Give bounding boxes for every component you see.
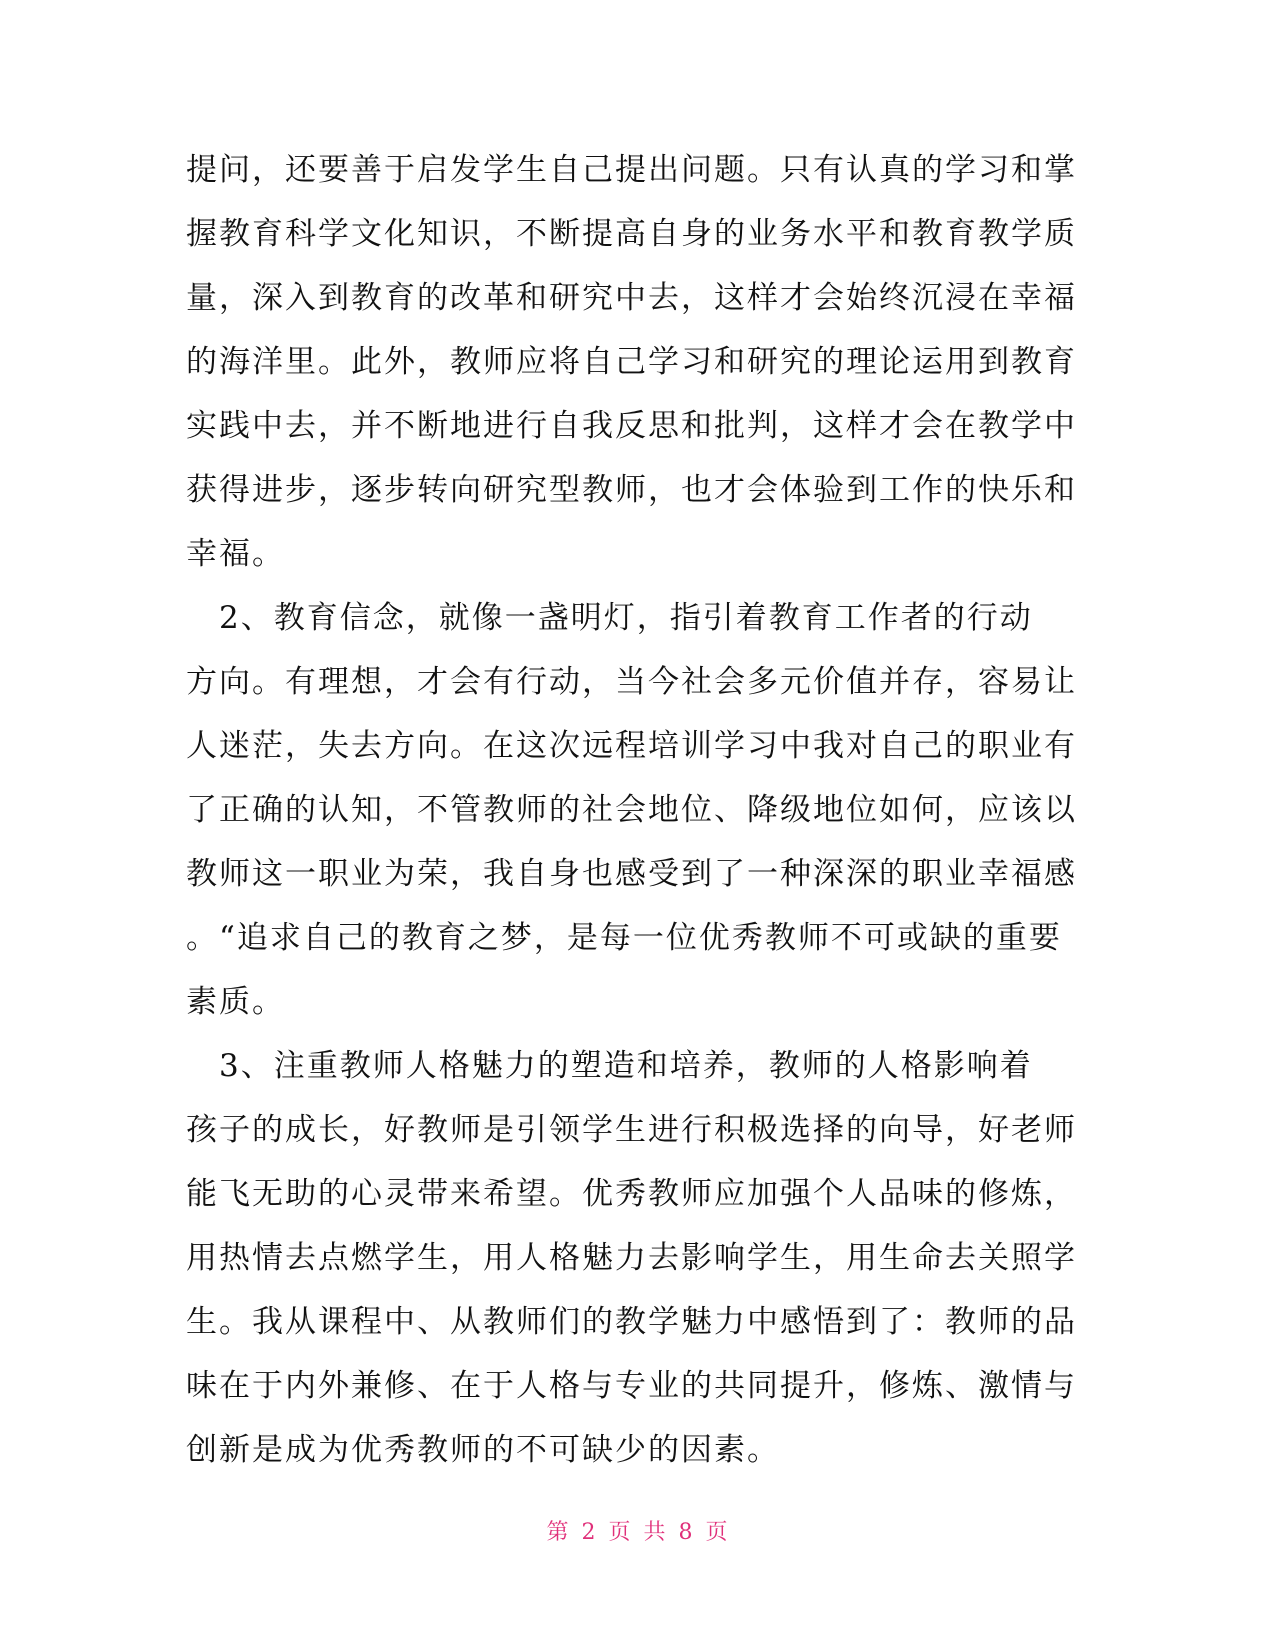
total-pages-number: 8 — [678, 1520, 694, 1545]
page-number-footer — [0, 1518, 1275, 1548]
footer-suffix: 页 — [705, 1520, 729, 1545]
document-body — [186, 138, 1096, 1482]
text-line: 提问，还要善于启发学生自己提出问题。只有认真的学习和掌 — [186, 152, 1077, 188]
text-line: 生。我从课程中、从教师们的教学魅力中感悟到了：教师的品 — [186, 1304, 1077, 1340]
paragraph-2 — [186, 586, 1096, 1034]
text-line: 实践中去，并不断地进行自我反思和批判，这样才会在教学中 — [186, 408, 1077, 444]
paragraph-3 — [186, 1034, 1096, 1482]
text-line: 味在于内外兼修、在于人格与专业的共同提升，修炼、激情与 — [186, 1368, 1077, 1404]
text-line: 人迷茫，失去方向。在这次远程培训学习中我对自己的职业有 — [186, 728, 1077, 764]
text-line: 了正确的认知，不管教师的社会地位、降级地位如何，应该以 — [186, 792, 1077, 828]
text-line: 量，深入到教育的改革和研究中去，这样才会始终沉浸在幸福 — [186, 280, 1077, 316]
footer-prefix: 第 — [546, 1520, 570, 1545]
footer-page-word: 页 — [608, 1520, 632, 1545]
text-line: 用热情去点燃学生，用人格魅力去影响学生，用生命去关照学 — [186, 1240, 1077, 1276]
text-line: 方向。有理想，才会有行动，当今社会多元价值并存，容易让 — [186, 664, 1077, 700]
text-line: 握教育科学文化知识，不断提高自身的业务水平和教育教学质 — [186, 216, 1077, 252]
text-line: 。“追求自己的教育之梦，是每一位优秀教师不可或缺的重要 — [186, 920, 1062, 956]
paragraph-1 — [186, 138, 1096, 586]
footer-total-prefix: 共 — [643, 1520, 667, 1545]
text-line: 创新是成为优秀教师的不可缺少的因素。 — [186, 1432, 780, 1468]
text-line: 素质。 — [186, 984, 285, 1020]
text-line: 获得进步，逐步转向研究型教师，也才会体验到工作的快乐和 — [186, 472, 1077, 508]
text-line: 2、教育信念，就像一盏明灯，指引着教育工作者的行动 — [186, 600, 1033, 636]
text-line: 的海洋里。此外，教师应将自己学习和研究的理论运用到教育 — [186, 344, 1077, 380]
current-page-number: 2 — [581, 1520, 597, 1545]
text-line: 幸福。 — [186, 536, 285, 572]
text-line: 孩子的成长，好教师是引领学生进行积极选择的向导，好老师 — [186, 1112, 1077, 1148]
text-line: 3、注重教师人格魅力的塑造和培养，教师的人格影响着 — [186, 1048, 1033, 1084]
text-line: 教师这一职业为荣，我自身也感受到了一种深深的职业幸福感 — [186, 856, 1077, 892]
text-line: 能飞无助的心灵带来希望。优秀教师应加强个人品味的修炼， — [186, 1176, 1077, 1212]
